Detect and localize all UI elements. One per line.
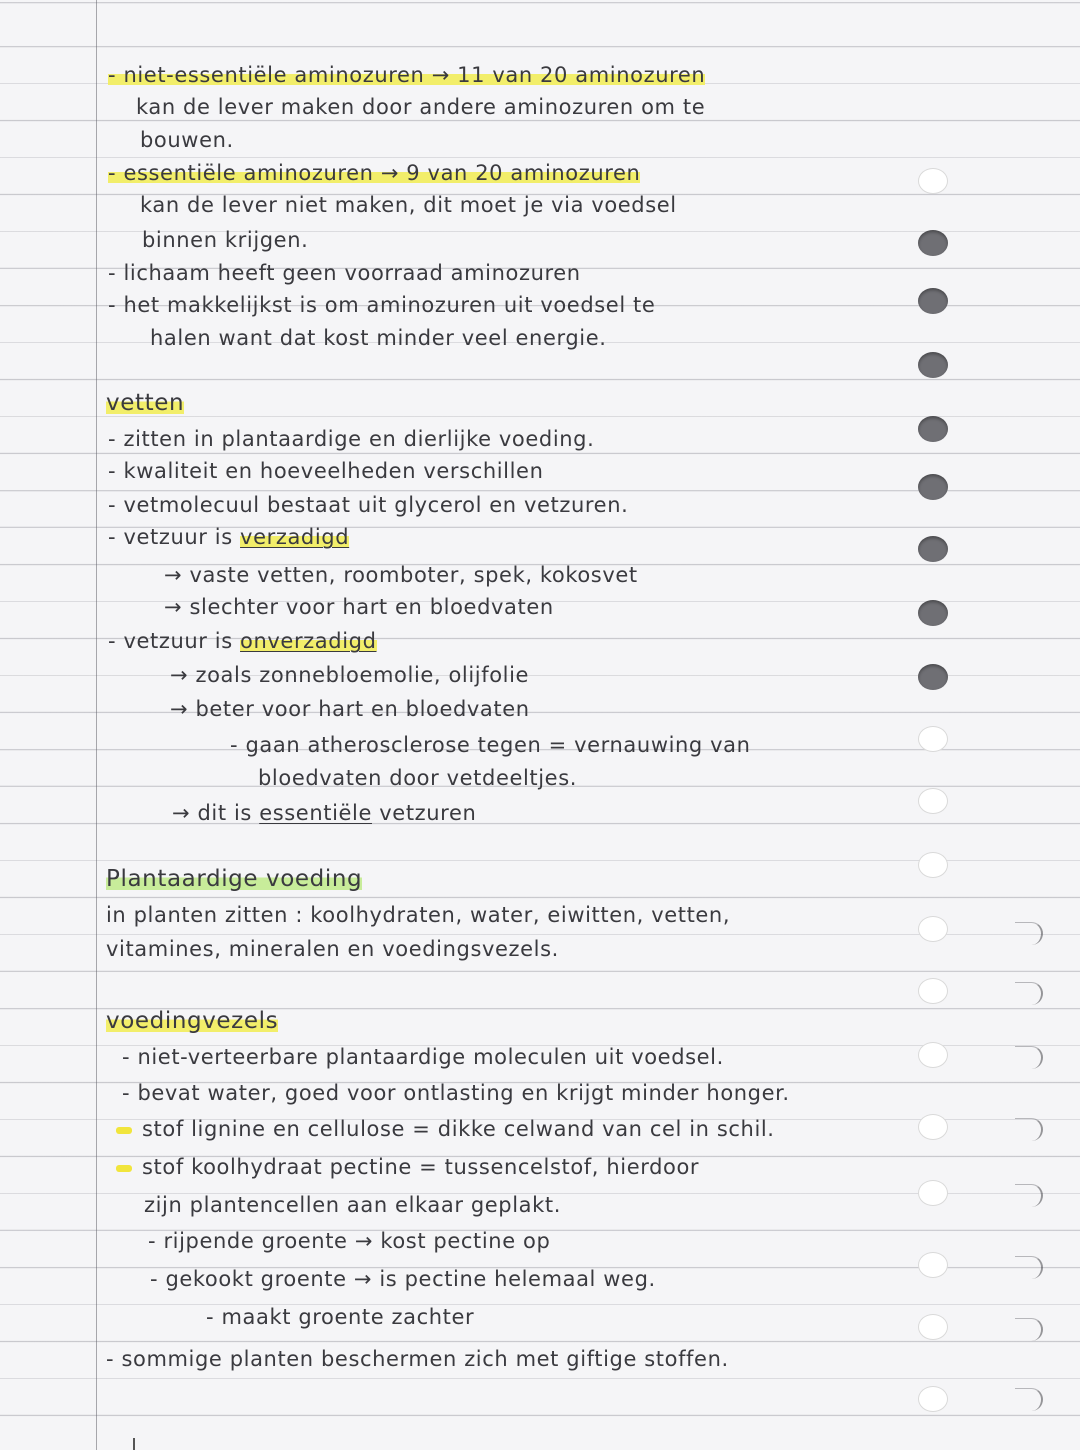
note-line: - lichaam heeft geen voorraad aminozuren bbox=[108, 261, 581, 285]
note-text: - niet-essentiële aminozuren → 11 van 20 aminozuren bbox=[108, 63, 706, 87]
yellow-dash-icon bbox=[116, 1127, 132, 1134]
page-edge-mark bbox=[133, 1438, 135, 1450]
binder-hole-icon bbox=[918, 1386, 948, 1412]
note-line: - bevat water, goed voor ontlasting en krijgt minder honger. bbox=[122, 1081, 790, 1105]
note-line: - zitten in plantaardige en dierlijke voeding. bbox=[108, 427, 595, 451]
note-line bbox=[108, 60, 1000, 90]
note-line: vitamines, mineralen en voedingsvezels. bbox=[106, 937, 559, 961]
note-text: - essentiële aminozuren → 9 van 20 aminozuren bbox=[108, 161, 641, 185]
section-heading bbox=[106, 864, 1000, 894]
torn-edge-icon bbox=[1015, 922, 1043, 945]
torn-edge-icon bbox=[1015, 1184, 1043, 1207]
keyword: essentiële bbox=[259, 801, 372, 825]
note-text: vetzuren bbox=[379, 801, 477, 825]
note-line: - het makkelijkst is om aminozuren uit voedsel te bbox=[108, 293, 656, 317]
yellow-dash-icon bbox=[116, 1165, 132, 1172]
note-line bbox=[172, 798, 1000, 828]
note-line: → zoals zonnebloemolie, olijfolie bbox=[170, 663, 530, 687]
torn-edge-icon bbox=[1015, 1118, 1043, 1141]
note-line: kan de lever maken door andere aminozuren om te bbox=[136, 95, 706, 119]
note-line: in planten zitten : koolhydraten, water, eiwitten, vetten, bbox=[106, 903, 731, 927]
note-line bbox=[108, 158, 1000, 188]
torn-edge-icon bbox=[1015, 1318, 1043, 1341]
note-line: - gaan atherosclerose tegen = vernauwing van bbox=[230, 733, 751, 757]
note-line: - kwaliteit en hoeveelheden verschillen bbox=[108, 459, 544, 483]
note-line: binnen krijgen. bbox=[142, 228, 309, 252]
section-heading bbox=[106, 388, 1000, 418]
torn-edge-icon bbox=[1015, 982, 1043, 1005]
torn-edge-icon bbox=[1015, 1388, 1043, 1411]
keyword: onverzadigd bbox=[240, 629, 377, 653]
heading-text: vetten bbox=[106, 390, 185, 416]
note-line: - gekookt groente → is pectine helemaal weg. bbox=[150, 1267, 656, 1291]
heading-text: Plantaardige voeding bbox=[106, 866, 363, 892]
note-line: bloedvaten door vetdeeltjes. bbox=[258, 766, 578, 790]
torn-edge-icon bbox=[1015, 1046, 1043, 1069]
keyword: verzadigd bbox=[240, 525, 350, 549]
note-text: stof lignine en cellulose = dikke celwand van cel in schil. bbox=[142, 1117, 775, 1141]
note-line: bouwen. bbox=[140, 128, 234, 152]
note-line: kan de lever niet maken, dit moet je via voedsel bbox=[140, 193, 677, 217]
note-line: - maakt groente zachter bbox=[206, 1305, 475, 1329]
note-line: zijn plantencellen aan elkaar geplakt. bbox=[144, 1193, 561, 1217]
heading-text: voedingvezels bbox=[106, 1008, 279, 1034]
note-text: → dit is bbox=[172, 801, 252, 825]
torn-edge-icon bbox=[1015, 1256, 1043, 1279]
note-text: - vetzuur is bbox=[108, 629, 233, 653]
binder-hole-icon bbox=[918, 978, 948, 1004]
note-line: halen want dat kost minder veel energie. bbox=[150, 326, 607, 350]
note-text: - vetzuur is bbox=[108, 525, 233, 549]
note-line bbox=[116, 1114, 1000, 1144]
note-line: - sommige planten beschermen zich met giftige stoffen. bbox=[106, 1347, 729, 1371]
note-line: - vetmolecuul bestaat uit glycerol en vetzuren. bbox=[108, 493, 629, 517]
section-heading bbox=[106, 1006, 1000, 1036]
note-line: → slechter voor hart en bloedvaten bbox=[164, 595, 554, 619]
note-text: stof koolhydraat pectine = tussencelstof, hierdoor bbox=[142, 1155, 700, 1179]
margin-line bbox=[96, 0, 97, 1450]
note-line: → beter voor hart en bloedvaten bbox=[170, 697, 530, 721]
note-line: → vaste vetten, roomboter, spek, kokosvet bbox=[164, 563, 638, 587]
note-line: - niet-verteerbare plantaardige moleculen uit voedsel. bbox=[122, 1045, 724, 1069]
note-line bbox=[108, 626, 1000, 656]
note-line bbox=[108, 522, 1000, 552]
note-line bbox=[116, 1152, 1000, 1182]
binder-hole-icon bbox=[918, 352, 948, 378]
note-line: - rijpende groente → kost pectine op bbox=[148, 1229, 551, 1253]
